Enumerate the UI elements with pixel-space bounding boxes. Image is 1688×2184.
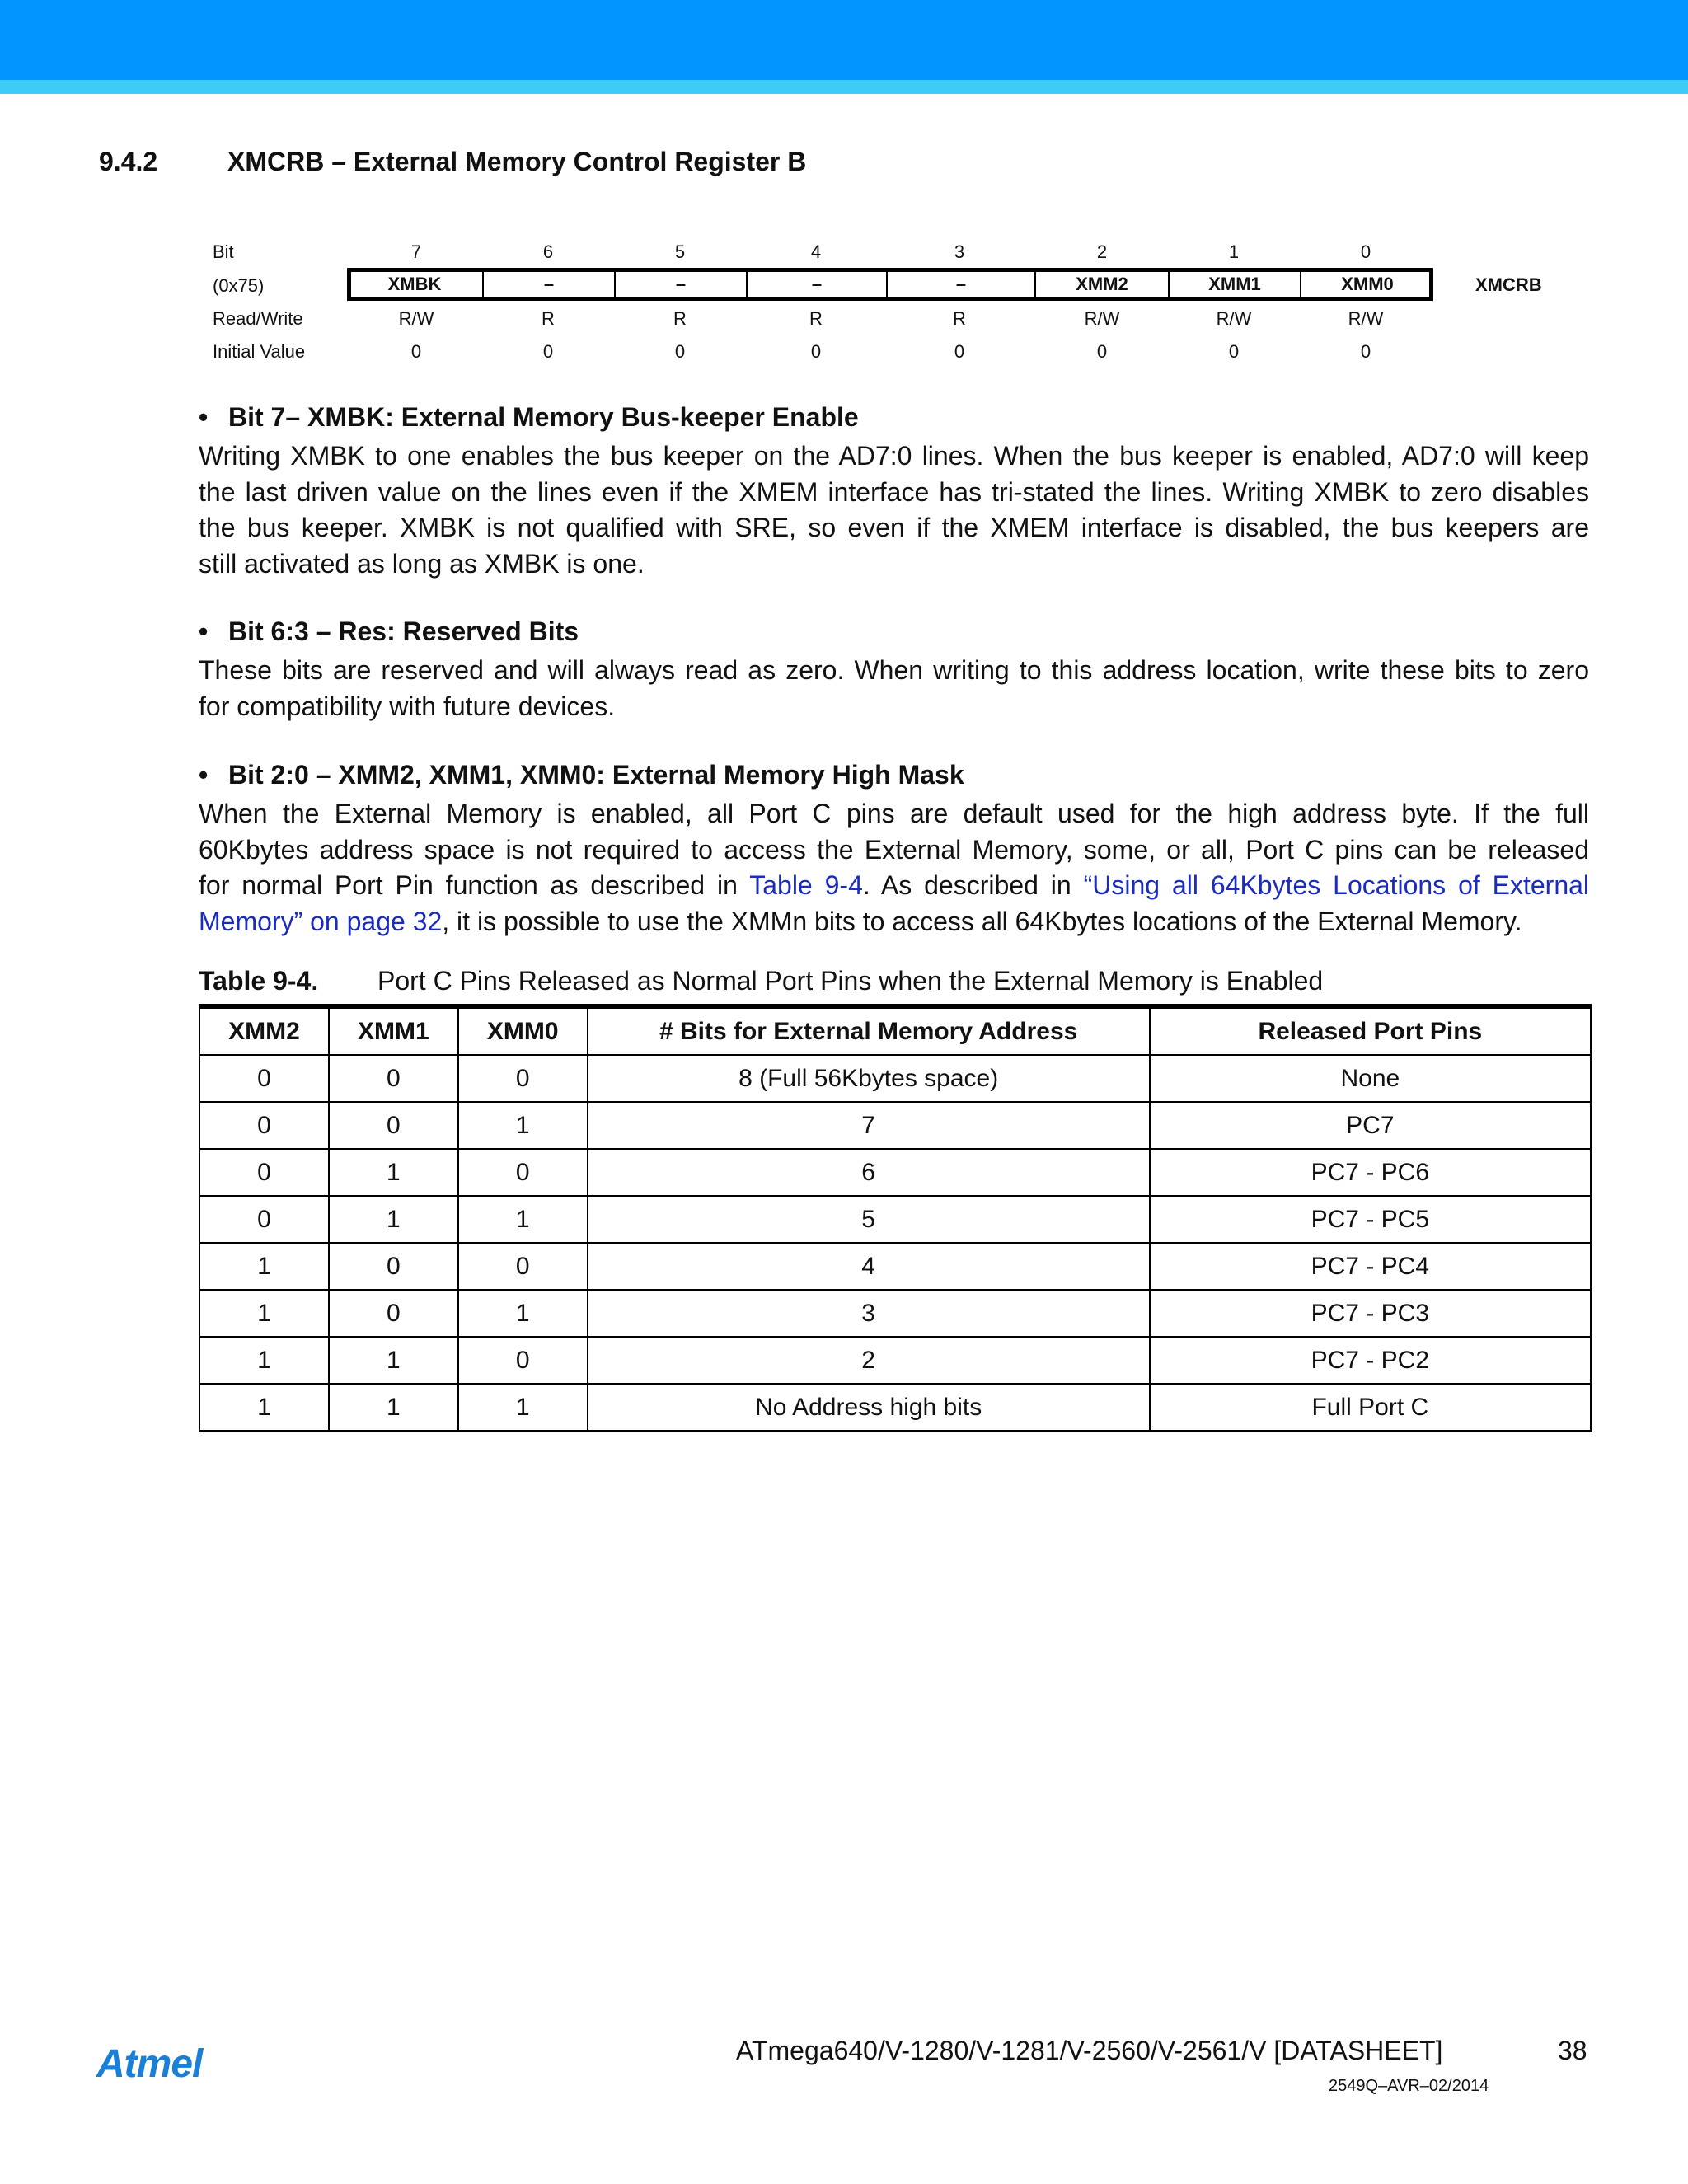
- table-cell: PC7 - PC2: [1150, 1337, 1591, 1384]
- register-bit-name: XMM2: [1034, 272, 1168, 297]
- table-cell: 1: [199, 1337, 329, 1384]
- table-header-cell: Released Port Pins: [1150, 1006, 1591, 1055]
- table-cell: No Address high bits: [588, 1384, 1150, 1431]
- table-cell: PC7 - PC3: [1150, 1290, 1591, 1337]
- row-label-address: (0x75): [213, 275, 265, 296]
- bit-number: 3: [954, 241, 965, 262]
- bullet-bit7-heading: • Bit 7– XMBK: External Memory Bus-keeper Enable: [199, 402, 859, 432]
- table-cell: 1: [458, 1196, 588, 1243]
- table-cell: 1: [199, 1243, 329, 1290]
- access-value: R: [673, 308, 687, 329]
- register-bit-name: XMM1: [1168, 272, 1300, 297]
- bullet-bit63-heading: • Bit 6:3 – Res: Reserved Bits: [199, 616, 579, 646]
- table-cell: 0: [458, 1055, 588, 1102]
- table-cell: 7: [588, 1102, 1150, 1149]
- table-caption-text: Port C Pins Released as Normal Port Pins when the External Memory is Enabled: [377, 966, 1324, 996]
- port-c-table: [199, 1004, 1592, 1432]
- table-cell: 0: [199, 1149, 329, 1196]
- table-cell: 0: [329, 1102, 458, 1149]
- bit-number: 1: [1228, 241, 1240, 262]
- access-value: R/W: [1348, 308, 1384, 329]
- register-bit-name: –: [614, 272, 746, 297]
- table-label: Table 9-4.: [199, 966, 319, 996]
- bullet-bit20-text: When the External Memory is enabled, all Port C pins are default used for the high address byte. If the full 60Kbytes address space is not required to access the External Memory, some, or all, Port C pins can be released for normal Port Pin function as described in Table 9-4. As described in “Using all 64Kbytes Locations of External Memory” on page 32, it is possible to use the XMMn bits to access all 64Kbytes locations of the External Memory.: [199, 799, 1590, 936]
- link-table-9-4[interactable]: Table 9-4: [749, 870, 863, 900]
- initial-value: 0: [1228, 341, 1240, 362]
- access-value: R: [542, 308, 555, 329]
- initial-value: 0: [410, 341, 422, 362]
- table-cell: 1: [329, 1149, 458, 1196]
- link-using-all-64k-part2[interactable]: Memory” on page 32: [199, 906, 443, 936]
- access-value: R: [953, 308, 966, 329]
- table-row: [199, 1149, 1591, 1196]
- bit-number: 7: [410, 241, 422, 262]
- logo-text: Atmel: [96, 2044, 203, 2085]
- table-cell: 0: [199, 1196, 329, 1243]
- table-row: [199, 1102, 1591, 1149]
- table-cell: PC7: [1150, 1102, 1591, 1149]
- access-value: R/W: [398, 308, 434, 329]
- table-cell: PC7 - PC6: [1150, 1149, 1591, 1196]
- row-label-bit: Bit: [213, 241, 234, 262]
- table-cell: 1: [329, 1384, 458, 1431]
- bit-number: 6: [542, 241, 554, 262]
- table-header-cell: # Bits for External Memory Address: [588, 1006, 1150, 1055]
- section-number: 9.4.2: [99, 147, 158, 176]
- register-bit-name: XMBK: [387, 274, 442, 294]
- bit-number: 4: [810, 241, 822, 262]
- register-name: XMCRB: [1475, 274, 1542, 295]
- table-row: [199, 1196, 1591, 1243]
- initial-value: 0: [1360, 341, 1372, 362]
- atmel-logo: [96, 2044, 237, 2085]
- doc-code: 2549Q–AVR–02/2014: [1329, 2077, 1489, 2095]
- table-cell: 0: [458, 1337, 588, 1384]
- access-value: R: [809, 308, 823, 329]
- initial-value: 0: [954, 341, 965, 362]
- table-cell: PC7 - PC5: [1150, 1196, 1591, 1243]
- header-strip: [0, 80, 1688, 94]
- table-cell: 0: [199, 1055, 329, 1102]
- bullet-dot: •: [199, 616, 209, 646]
- table-cell: 1: [199, 1384, 329, 1431]
- table-cell: 6: [588, 1149, 1150, 1196]
- bit-number: 5: [674, 241, 686, 262]
- table-cell: 0: [458, 1149, 588, 1196]
- table-cell: 5: [588, 1196, 1150, 1243]
- page-number: 38: [1558, 2036, 1587, 2065]
- table-cell: None: [1150, 1055, 1591, 1102]
- table-row: [199, 1290, 1591, 1337]
- table-cell: 0: [199, 1102, 329, 1149]
- table-cell: 2: [588, 1337, 1150, 1384]
- table-body: [199, 1055, 1591, 1431]
- row-label-rw: Read/Write: [213, 308, 303, 329]
- table-row: [199, 1337, 1591, 1384]
- table-cell: 1: [199, 1290, 329, 1337]
- table-caption: [199, 966, 1324, 996]
- register-bit-name: –: [482, 272, 614, 297]
- row-label-initial: Initial Value: [213, 341, 306, 362]
- bit-number: 2: [1096, 241, 1108, 262]
- access-value: R/W: [1216, 308, 1252, 329]
- table-cell: 0: [329, 1243, 458, 1290]
- link-using-all-64k-part1[interactable]: “Using all 64Kbytes Locations of External: [1083, 870, 1590, 900]
- table-row: [199, 1055, 1591, 1102]
- table-cell: 1: [458, 1290, 588, 1337]
- bit-number: 0: [1360, 241, 1372, 262]
- bullet-bit7-text: Writing XMBK to one enables the bus keeper on the AD7:0 lines. When the bus keeper is enabled, AD7:0 will keep the last driven value on the lines even if the XMEM interface has tri-stated the lines. Writing XMBK to zero disables the bus keeper. XMBK is not qualified with SRE, so even if the XMEM interface is disabled, the bus keepers are still activated as long as XMBK is one.: [199, 441, 1589, 579]
- bullet-bit63-text: These bits are reserved and will always read as zero. When writing to this address location, write these bits to zero for compatibility with future devices.: [199, 655, 1589, 721]
- table-cell: 0: [329, 1055, 458, 1102]
- initial-value: 0: [542, 341, 554, 362]
- table-cell: 1: [458, 1102, 588, 1149]
- footer-title: ATmega640/V-1280/V-1281/V-2560/V-2561/V [DATASHEET]: [736, 2036, 1443, 2065]
- table-header-cell: XMM2: [199, 1006, 329, 1055]
- header-bar: [0, 0, 1688, 80]
- table-cell: 3: [588, 1290, 1150, 1337]
- bullet-dot: •: [199, 760, 209, 790]
- register-bit-name: –: [746, 272, 886, 297]
- initial-value: 0: [674, 341, 686, 362]
- bullet-dot: •: [199, 402, 209, 432]
- bullet-bit20-heading: • Bit 2:0 – XMM2, XMM1, XMM0: External Memory High Mask: [199, 760, 964, 790]
- table-cell: 8 (Full 56Kbytes space): [588, 1055, 1150, 1102]
- table-row: [199, 1243, 1591, 1290]
- table-header-row: [199, 1006, 1591, 1055]
- table-cell: PC7 - PC4: [1150, 1243, 1591, 1290]
- register-box: [347, 268, 1433, 301]
- table-cell: 0: [329, 1290, 458, 1337]
- table-cell: 1: [458, 1384, 588, 1431]
- initial-value: 0: [1096, 341, 1108, 362]
- table-row: [199, 1384, 1591, 1431]
- table-cell: 1: [329, 1337, 458, 1384]
- register-bit-name: XMM0: [1300, 272, 1433, 297]
- initial-value: 0: [810, 341, 822, 362]
- table-cell: 0: [458, 1243, 588, 1290]
- table-cell: Full Port C: [1150, 1384, 1591, 1431]
- table-cell: 1: [329, 1196, 458, 1243]
- table-header-cell: XMM0: [458, 1006, 588, 1055]
- access-value: R/W: [1084, 308, 1120, 329]
- section-title: XMCRB – External Memory Control Register B: [227, 147, 807, 176]
- register-bit-name: –: [886, 272, 1034, 297]
- table-header-cell: XMM1: [329, 1006, 458, 1055]
- table-cell: 4: [588, 1243, 1150, 1290]
